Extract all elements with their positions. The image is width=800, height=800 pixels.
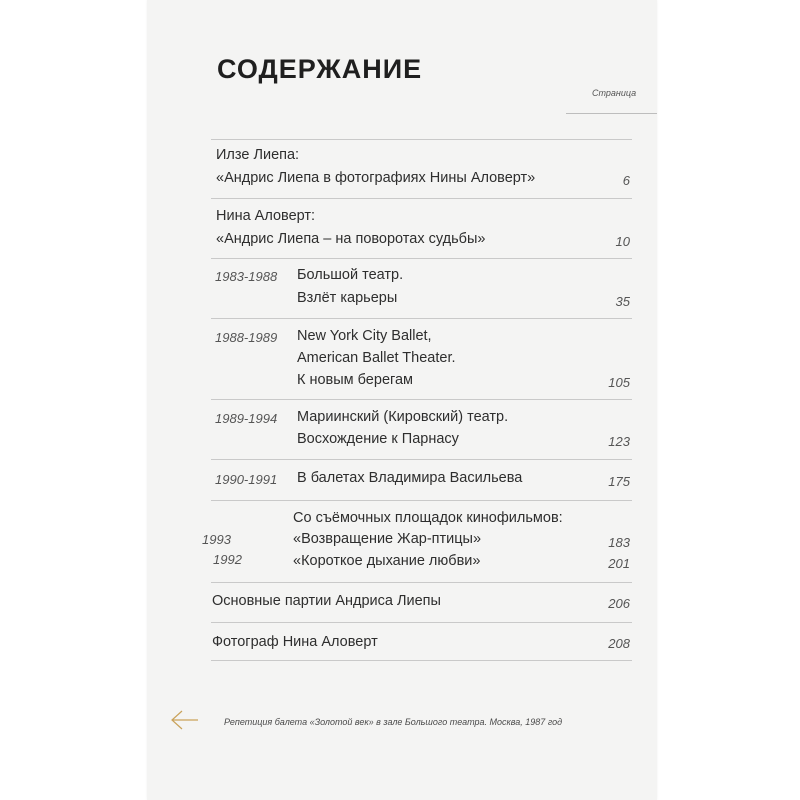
- film-title: «Короткое дыхание любви»: [293, 553, 481, 569]
- toc-entry-page: 10: [615, 234, 630, 249]
- left-arrow-icon: [170, 710, 200, 730]
- film-page: 183: [608, 535, 630, 550]
- page-title: СОДЕРЖАНИЕ: [217, 54, 423, 84]
- toc-entry-line: American Ballet Theater.: [297, 350, 456, 366]
- toc-entry-years: 1990-1991: [215, 472, 278, 487]
- toc-entry-years: 1989-1994: [215, 411, 278, 426]
- toc-entry-page: 208: [608, 636, 630, 651]
- divider: [211, 139, 632, 140]
- divider: [211, 459, 632, 460]
- toc-entry-line: «Андрис Лиепа – на поворотах судьбы»: [216, 231, 486, 247]
- toc-entry-line: Фотограф Нина Аловерт: [212, 634, 378, 650]
- film-year: 1992: [213, 552, 242, 567]
- divider: [211, 399, 632, 400]
- page-column-divider: [566, 113, 657, 114]
- toc-entry-line: Илзе Лиепа:: [216, 147, 300, 163]
- toc-entry-page: 105: [608, 375, 630, 390]
- toc-entry-years: 1983-1988: [215, 269, 278, 284]
- toc-entry-line: Нина Аловерт:: [216, 208, 316, 224]
- toc-entry-line: «Андрис Лиепа в фотографиях Нины Аловерт»: [216, 170, 536, 186]
- toc-entry-page: 6: [622, 173, 630, 188]
- toc-entry-line: New York City Ballet,: [297, 328, 432, 344]
- toc-entry-line: Восхождение к Парнасу: [297, 431, 459, 447]
- toc-entry-line: Основные партии Андриса Лиепы: [212, 593, 441, 609]
- toc-entry-page: 175: [608, 474, 630, 489]
- toc-entry-page: 35: [615, 294, 630, 309]
- toc-entry-heading: Со съёмочных площадок кинофильмов:: [293, 510, 563, 526]
- toc-entry-line: Мариинский (Кировский) театр.: [297, 409, 509, 425]
- toc-entry-page: 123: [608, 434, 630, 449]
- toc-entry-page: 206: [608, 596, 630, 611]
- toc-entry-line: К новым берегам: [297, 372, 414, 388]
- divider: [211, 622, 632, 623]
- page-column-label: Страница: [592, 88, 637, 98]
- divider: [211, 500, 632, 501]
- book-page: [147, 0, 657, 800]
- toc-entry-line: В балетах Владимира Васильева: [297, 470, 523, 486]
- film-page: 201: [608, 556, 630, 571]
- divider: [211, 258, 632, 259]
- divider: [211, 582, 632, 583]
- film-title: «Возвращение Жар-птицы»: [293, 531, 482, 547]
- divider: [211, 318, 632, 319]
- toc-entry-line: Большой театр.: [297, 267, 404, 283]
- divider: [211, 198, 632, 199]
- toc-entry-line: Взлёт карьеры: [297, 290, 398, 306]
- divider: [211, 660, 632, 661]
- toc-entry-years: 1988-1989: [215, 330, 278, 345]
- film-year: 1993: [202, 532, 231, 547]
- photo-caption: Репетиция балета «Золотой век» в зале Большого театра. Москва, 1987 год: [224, 717, 563, 727]
